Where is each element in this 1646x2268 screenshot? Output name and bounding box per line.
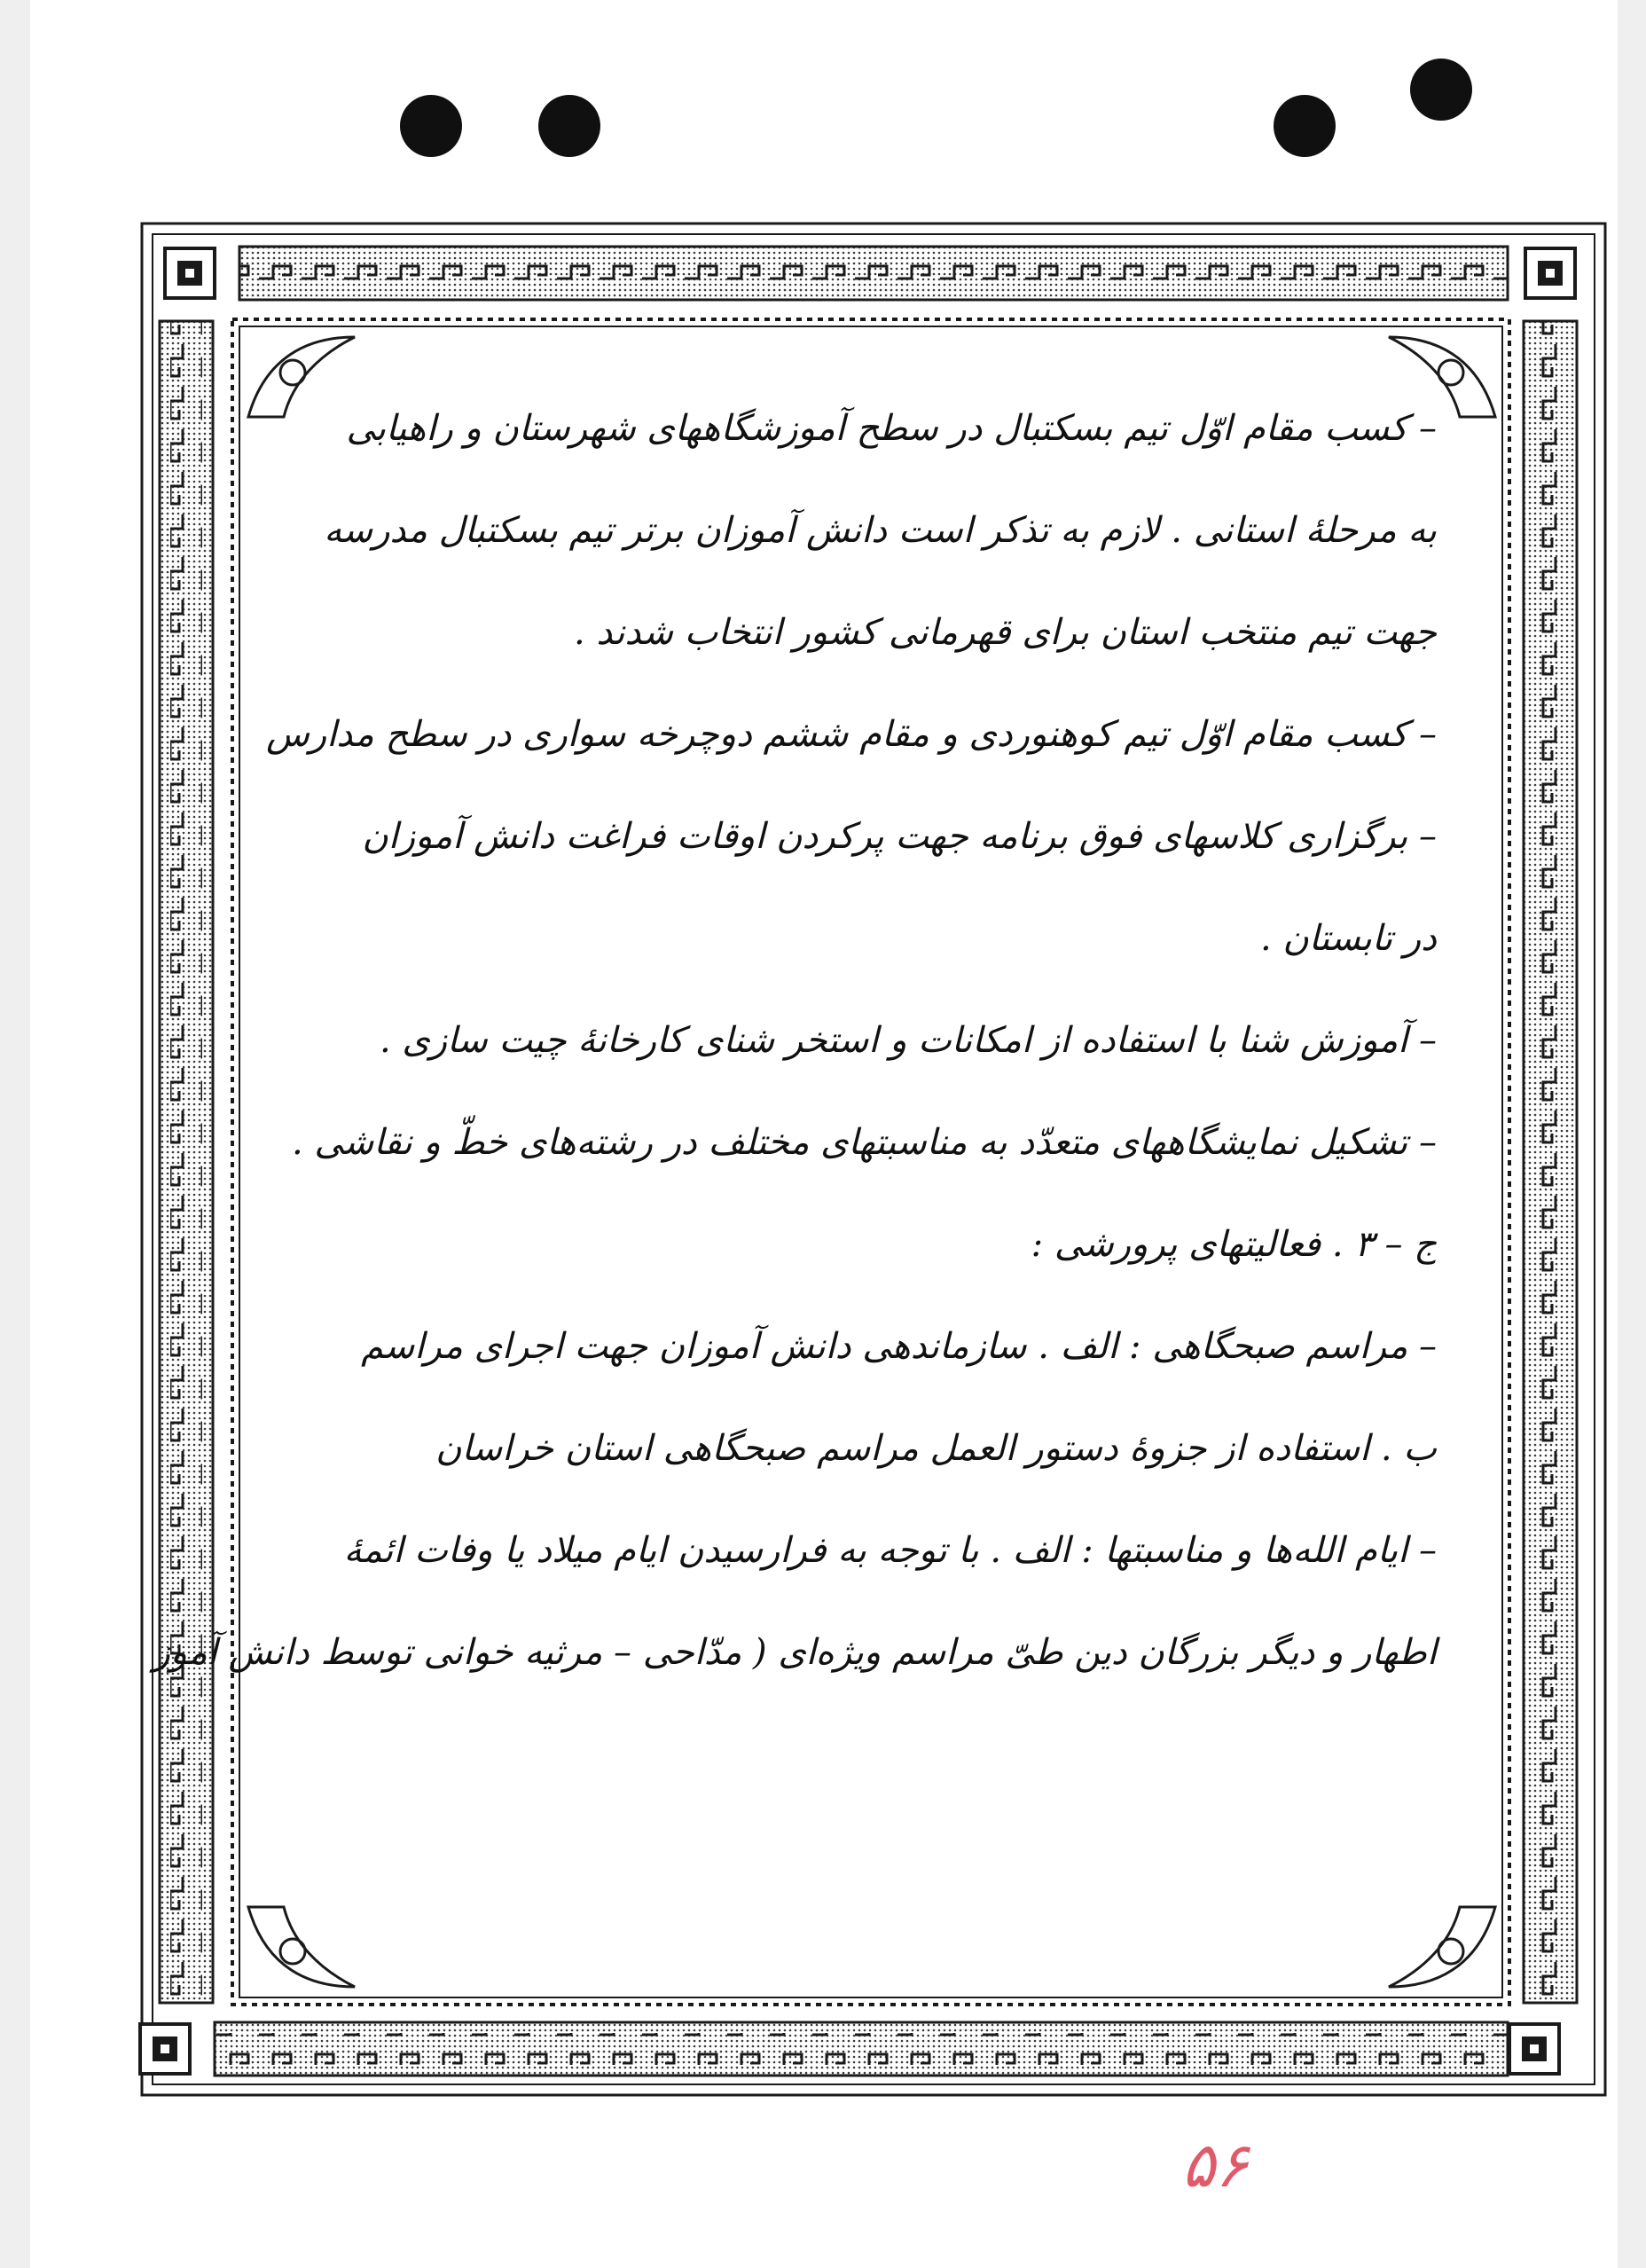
text-line: – مراسم صبحگاهی : الف . سازماندهی دانش آموزان جهت اجرای مراسم bbox=[361, 1326, 1437, 1367]
floral-ornament bbox=[248, 1907, 355, 1987]
text-line: – آموزش شنا با استفاده از امکانات و استخر شنای کارخانهٔ چیت سازی . bbox=[380, 1020, 1437, 1061]
handwritten-text-block bbox=[153, 408, 1437, 1872]
text-line: – کسب مقام اوّل تیم کوهنوردی و مقام ششم دوچرخه سواری در سطح مدارس bbox=[266, 714, 1437, 755]
text-line: جهت تیم منتخب استان برای قهرمانی کشور انتخاب شدند . bbox=[573, 612, 1437, 653]
text-line: – کسب مقام اوّل تیم بسکتبال در سطح آموزشگاههای شهرستان و راهیابی bbox=[346, 408, 1437, 449]
corner-ornament bbox=[140, 2024, 190, 2074]
page-number: ۵۶ bbox=[1181, 2129, 1249, 2201]
text-line: – ایام الله‌ها و مناسبتها : الف . با توجه به فرارسیدن ایام میلاد یا وفات ائمهٔ bbox=[343, 1530, 1437, 1571]
floral-ornament bbox=[1389, 1907, 1495, 1987]
text-line: – تشکیل نمایشگاههای متعدّد به مناسبتهای مختلف در رشته‌های خطّ و نقاشی . bbox=[291, 1122, 1437, 1163]
text-line: – برگزاری کلاسهای فوق برنامه جهت پرکردن اوقات فراغت دانش آموزان bbox=[362, 816, 1437, 857]
text-line: اطهار و دیگر بزرگان دین طیّ مراسم ویژه‌ای ( مدّاحی – مرثیه خوانی توسط دانش آموز bbox=[153, 1632, 1437, 1673]
corner-ornament bbox=[165, 248, 215, 298]
text-line: ب . استفاده از جزوهٔ دستور العمل مراسم صبحگاهی استان خراسان bbox=[435, 1428, 1437, 1469]
corner-ornament bbox=[1525, 248, 1575, 298]
floral-ornament bbox=[248, 337, 355, 417]
text-line: در تابستان . bbox=[1259, 918, 1437, 959]
section-heading: ج – ۳ . فعالیتهای پرورشی : bbox=[1031, 1224, 1437, 1265]
corner-ornament bbox=[1509, 2024, 1559, 2074]
text-line: به مرحلهٔ استانی . لازم به تذکر است دانش آموزان برتر تیم بسکتبال مدرسه bbox=[324, 510, 1437, 551]
floral-ornament bbox=[1389, 337, 1495, 417]
